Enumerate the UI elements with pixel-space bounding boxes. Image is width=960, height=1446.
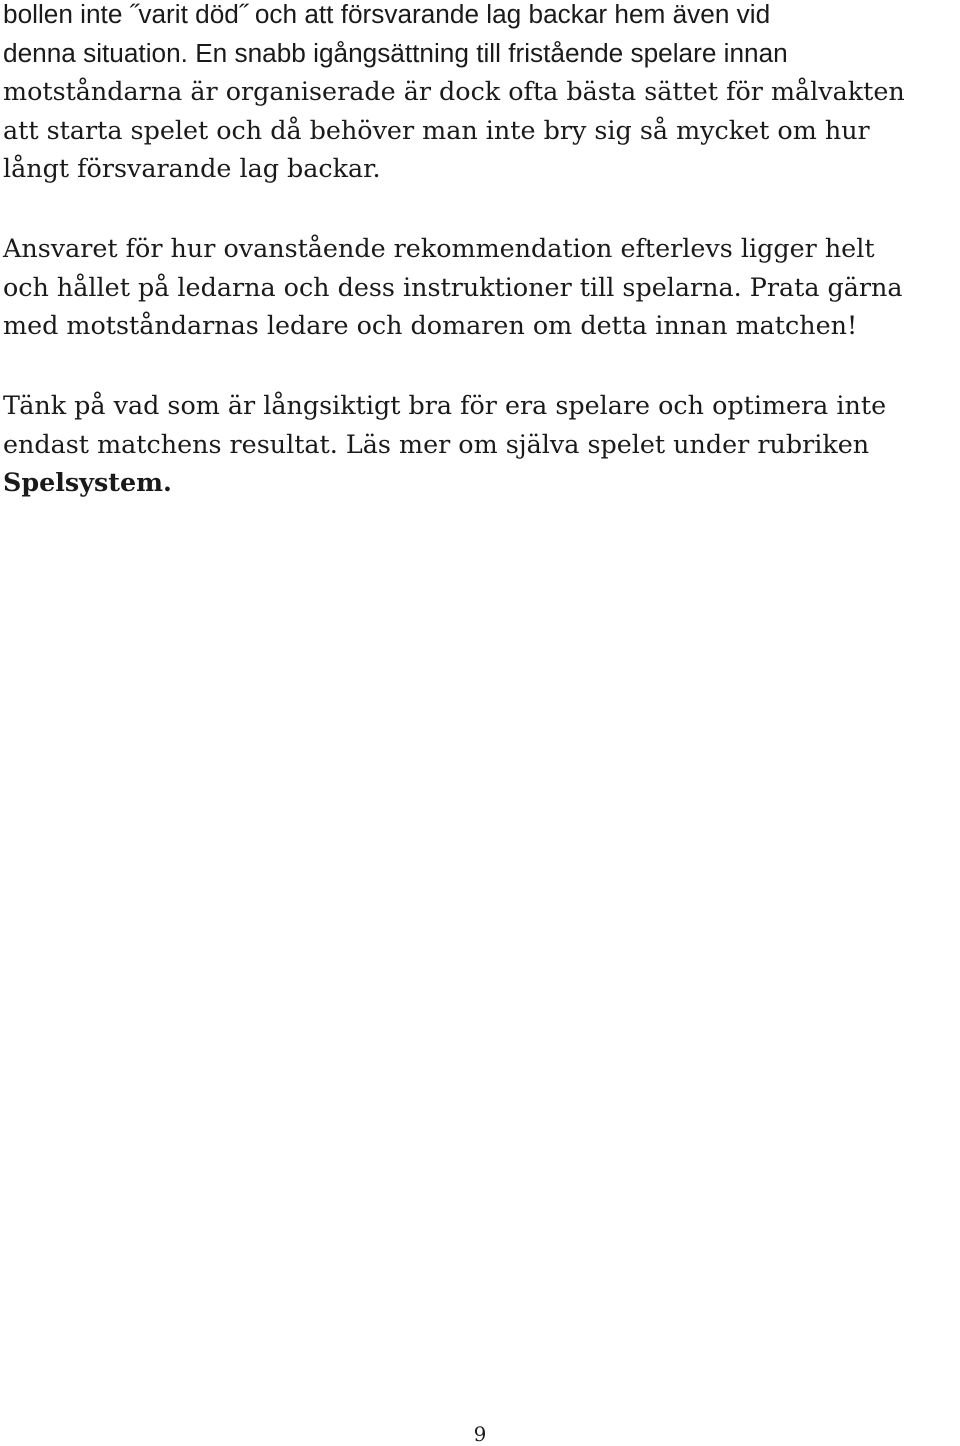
paragraph-3-line-2: endast matchens resultat. Läs mer om själva spelet under rubriken [3,428,870,459]
page-number: 9 [473,1422,487,1446]
spelsystem-reference: Spelsystem. [3,467,172,498]
paragraph-2-line-2: och hållet på ledarna och dess instruktioner till spelarna. Prata gärna [3,271,903,302]
paragraph-1-line-1-text: bollen inte ˝varit död˝ och att försvarande lag backar hem även vid [3,0,771,29]
paragraph-1-line-2 [3,34,905,73]
paragraph-3 [3,386,886,502]
paragraph-1-line-4: att starta spelet och då behöver man inte bry sig så mycket om hur [3,114,870,145]
paragraph-1-line-5: långt försvarande lag backar. [3,153,381,184]
paragraph-1 [3,0,905,188]
paragraph-1-line-2-prefix: denna [3,37,84,68]
paragraph-1-line-2-text: situation. En snabb igångsättning till fristående spelare innan [83,37,788,68]
paragraph-2 [3,229,903,345]
paragraph-3-line-1: Tänk på vad som är långsiktigt bra för era spelare och optimera inte [3,390,887,420]
paragraph-2-line-3: med motståndarnas ledare och domaren om detta innan matchen! [3,310,858,341]
paragraph-1-line-3: motståndarna är organiserade är dock ofta bästa sättet för målvakten [3,76,905,107]
paragraph-2-line-1: Ansvaret för hur ovanstående rekommendation efterlevs ligger helt [3,233,875,263]
paragraph-1-line-1 [3,0,905,34]
